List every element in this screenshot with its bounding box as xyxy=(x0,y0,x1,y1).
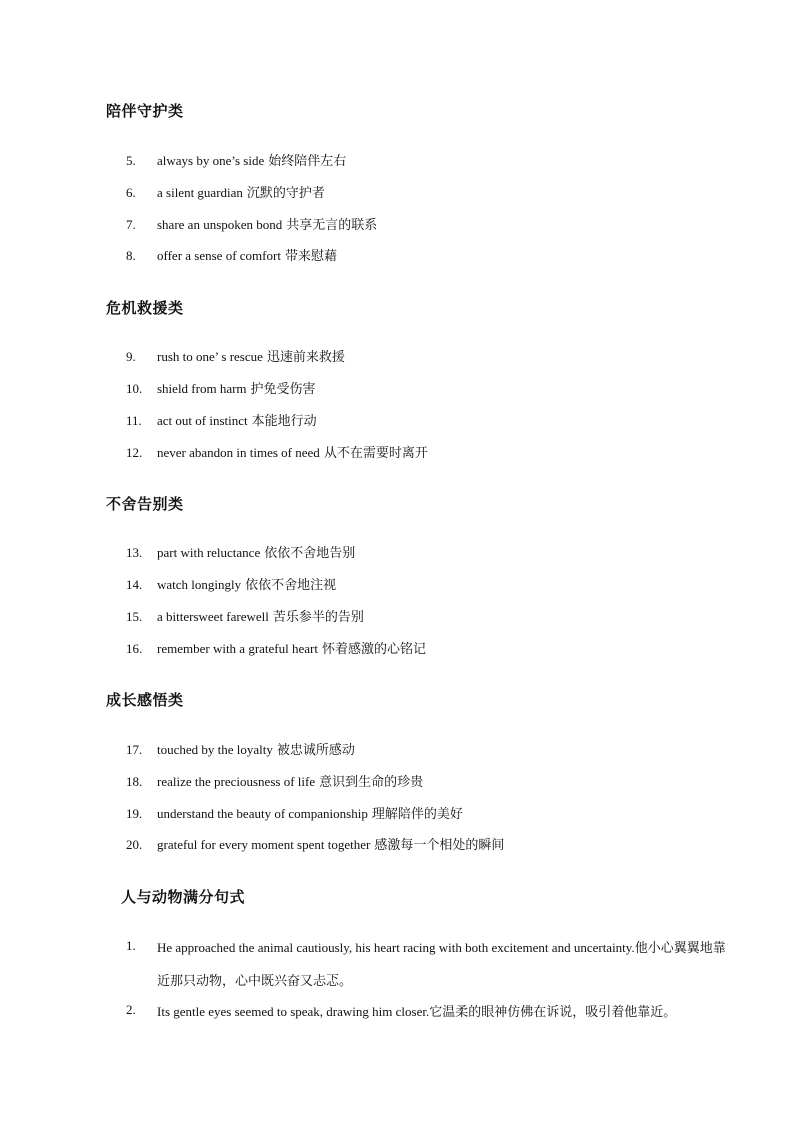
item-text xyxy=(157,151,346,172)
item-text xyxy=(157,543,355,564)
item-english: understand the beauty of companionship xyxy=(157,806,368,821)
item-text xyxy=(157,411,317,432)
item-text xyxy=(157,215,377,236)
item-number: 10. xyxy=(126,381,143,396)
sentence-english: He approached the animal cautiously, his heart racing with both excitement and uncertainty. xyxy=(157,940,635,955)
section-heading: 不舍告别类 xyxy=(106,495,184,513)
item-number: 5. xyxy=(126,153,136,168)
item-chinese: 理解陪伴的美好 xyxy=(371,807,463,822)
item-number: 13. xyxy=(126,545,143,560)
item-english: remember with a grateful heart xyxy=(157,641,318,656)
item-number: 11. xyxy=(126,413,142,428)
item-chinese: 意识到生命的珍贵 xyxy=(319,775,424,790)
item-english: never abandon in times of need xyxy=(157,445,320,460)
item-chinese: 带来慰藉 xyxy=(284,249,337,264)
sentence-chinese: 它温柔的眼神仿佛在诉说，吸引着他靠近。 xyxy=(429,1005,677,1020)
item-chinese: 被忠诚所感动 xyxy=(276,743,355,758)
item-english: a bittersweet farewell xyxy=(157,609,269,624)
item-number: 1. xyxy=(126,938,136,953)
item-number: 14. xyxy=(126,577,143,592)
item-number: 7. xyxy=(126,217,136,232)
item-text xyxy=(157,740,355,761)
item-number: 9. xyxy=(126,349,136,364)
item-number: 15. xyxy=(126,609,143,624)
item-english: offer a sense of comfort xyxy=(157,248,281,263)
item-number: 19. xyxy=(126,806,143,821)
item-text xyxy=(157,835,504,856)
item-english: always by one’s side xyxy=(157,153,265,168)
item-text xyxy=(157,772,423,793)
item-chinese: 苦乐参半的告别 xyxy=(272,610,364,625)
item-number: 12. xyxy=(126,445,143,460)
sentence-chinese: 他小心翼翼地靠近那只动物，心中既兴奋又忐忑。 xyxy=(157,941,726,989)
item-chinese: 共享无言的联系 xyxy=(286,218,378,233)
item-text xyxy=(157,183,325,204)
item-chinese: 依依不舍地告别 xyxy=(264,546,356,561)
item-number: 20. xyxy=(126,837,143,852)
item-english: act out of instinct xyxy=(157,413,248,428)
sentence-text xyxy=(157,932,727,998)
item-text xyxy=(157,639,426,660)
item-chinese: 迅速前来救援 xyxy=(266,350,345,365)
section-heading: 人与动物满分句式 xyxy=(121,888,246,906)
item-chinese: 本能地行动 xyxy=(251,414,317,429)
item-english: grateful for every moment spent together xyxy=(157,837,371,852)
item-chinese: 怀着感激的心铭记 xyxy=(321,642,426,657)
section-heading: 危机救援类 xyxy=(106,299,184,317)
item-text xyxy=(157,575,336,596)
item-chinese: 沉默的守护者 xyxy=(246,186,325,201)
item-text xyxy=(157,347,345,368)
item-number: 6. xyxy=(126,185,136,200)
item-chinese: 护免受伤害 xyxy=(250,382,316,397)
section-heading: 陪伴守护类 xyxy=(106,102,184,120)
item-text xyxy=(157,443,428,464)
item-english: rush to one’ s rescue xyxy=(157,349,263,364)
item-english: a silent guardian xyxy=(157,185,243,200)
item-english: share an unspoken bond xyxy=(157,217,283,232)
item-english: realize the preciousness of life xyxy=(157,774,316,789)
sentence-text xyxy=(157,996,727,1029)
item-chinese: 感激每一个相处的瞬间 xyxy=(374,838,505,853)
item-text xyxy=(157,379,316,400)
item-chinese: 始终陪伴左右 xyxy=(268,154,347,169)
item-chinese: 依依不舍地注视 xyxy=(245,578,337,593)
item-number: 17. xyxy=(126,742,143,757)
item-text xyxy=(157,246,337,267)
section-heading: 成长感悟类 xyxy=(106,691,184,709)
item-chinese: 从不在需要时离开 xyxy=(323,446,428,461)
item-text xyxy=(157,804,463,825)
item-english: shield from harm xyxy=(157,381,247,396)
item-number: 8. xyxy=(126,248,136,263)
item-number: 18. xyxy=(126,774,143,789)
item-number: 2. xyxy=(126,1002,136,1017)
item-english: part with reluctance xyxy=(157,545,261,560)
sentence-english: Its gentle eyes seemed to speak, drawing him closer. xyxy=(157,1004,430,1019)
item-english: watch longingly xyxy=(157,577,242,592)
item-english: touched by the loyalty xyxy=(157,742,273,757)
item-number: 16. xyxy=(126,641,143,656)
item-text xyxy=(157,607,364,628)
